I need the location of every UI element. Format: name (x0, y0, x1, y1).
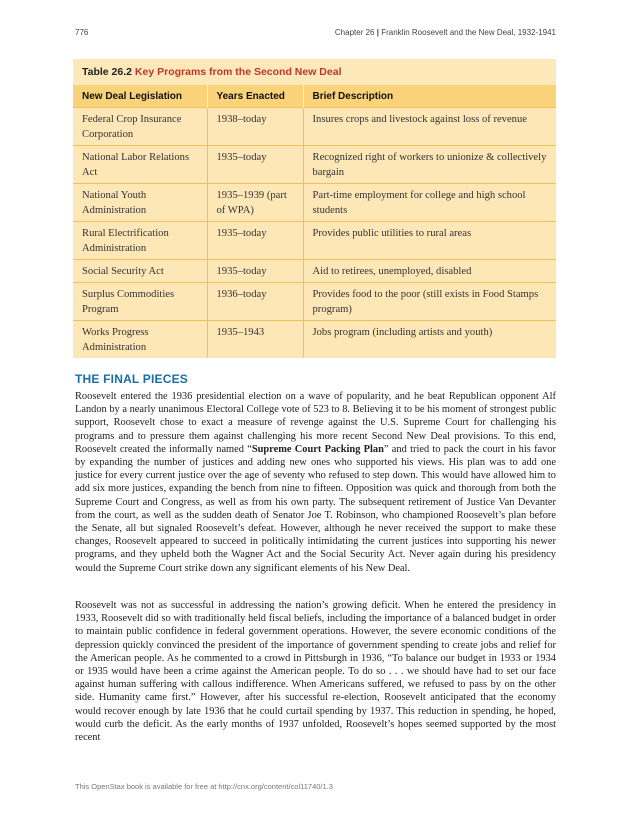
table-cell: Surplus Commodities Program (73, 283, 207, 321)
table-cell: 1935–1939 (part of WPA) (207, 184, 303, 222)
table-row (73, 283, 556, 321)
table-cell: Rural Electrification Administration (73, 222, 207, 260)
table-cell: 1936–today (207, 283, 303, 321)
table-cell: Part-time employment for college and high school students (303, 184, 556, 222)
header-separator: | (376, 28, 379, 37)
paragraph-text: ” and tried to pack the court in his favor by expanding the number of justices and adding new ones who supported his views. His plan was to add one justice for every current justice over the age of seventy who refused to step down. This would have allowed him to add six more justices, expanding the bench from nine to fifteen. Opposition was quick and thorough from both the Supreme Court and Congress, as well as from his own party. The subsequent retirement of Justice Van Devanter from the court, as well as the sudden death of Senator Joe T. Robinson, who championed Roosevelt’s plan before the Senate, all but signaled Roosevelt’s defeat. However, although he never received the support to make these changes, Roosevelt appeared to succeed in politically intimidating the current justices into supporting his newer programs, and they upheld both the Wagner Act and the Social Security Act. Never again during his presidency would the Supreme Court strike down any significant elements of his New Deal. (75, 443, 557, 574)
programs-table (73, 85, 556, 358)
chapter-title: Franklin Roosevelt and the New Deal, 1932-1941 (381, 28, 556, 37)
programs-table-container (73, 59, 556, 356)
running-header (335, 28, 556, 37)
column-header: Brief Description (303, 85, 556, 108)
table-cell: Insures crops and livestock against loss of revenue (303, 108, 556, 146)
table-cell: Federal Crop Insurance Corporation (73, 108, 207, 146)
table-row (73, 222, 556, 260)
table-cell: National Youth Administration (73, 184, 207, 222)
table-cell: Provides food to the poor (still exists in Food Stamps program) (303, 283, 556, 321)
column-header: New Deal Legislation (73, 85, 207, 108)
table-row (73, 146, 556, 184)
table-cell: 1935–1943 (207, 321, 303, 359)
column-header: Years Enacted (207, 85, 303, 108)
table-header-row (73, 85, 556, 108)
section-heading: THE FINAL PIECES (75, 372, 188, 386)
paragraph: Roosevelt was not as successful in addressing the nation’s growing deficit. When he entered the presidency in 1933, Roosevelt did so with traditionally held fiscal beliefs, including the importance of a balanced budget in order to maintain public confidence in federal government operations. However, the severe economic conditions of the depression quickly convinced the president of the importance of government spending to create jobs and relief for the American people. As he commented to a crowd in Pittsburgh in 1936, “To balance our budget in 1933 or 1934 or 1935 would have been a crime against the American people. To do so . . . we should have had to set our face against human suffering with callous indifference. When Americans suffered, we refused to pass by on the other side. Humanity came first.” However, after his successful re-election, Roosevelt anticipated that the economy would recover enough by late 1936 that he could curtail spending by 1937. This reduction in spending, he hoped, would curb the deficit. As the early months of 1937 unfolded, Roosevelt’s hopes seemed supported by the most recent (75, 600, 556, 744)
page-number: 776 (75, 28, 89, 37)
footer-note: This OpenStax book is available for free at http://cnx.org/content/col11740/1.3 (75, 782, 333, 791)
table-cell: 1935–today (207, 260, 303, 283)
table-cell: National Labor Relations Act (73, 146, 207, 184)
paragraph (75, 390, 556, 575)
paragraph-text: Roosevelt entered the 1936 presidential election on a wave of popularity, and he beat Republican opponent Alf Landon by a nearly unanimous Electoral College vote of 523 to 8. Believing it to be his moment of strongest public support, Roosevelt chose to exact a measure of revenge against the U.S. Supreme Court for challenging his programs and to pressure them against challenging his more recent Second New Deal provisions. To this end, Roosevelt created the informally named “ (75, 391, 556, 455)
table-cell: Aid to retirees, unemployed, disabled (303, 260, 556, 283)
table-cell: Works Progress Administration (73, 321, 207, 359)
table-cell: Recognized right of workers to unionize & collectively bargain (303, 146, 556, 184)
table-title: Key Programs from the Second New Deal (134, 66, 342, 78)
table-cell: Jobs program (including artists and youth) (303, 321, 556, 359)
table-cell: 1935–today (207, 146, 303, 184)
table-cell: 1935–today (207, 222, 303, 260)
table-label: Table 26.2 (82, 66, 132, 78)
chapter-label: Chapter 26 (334, 28, 375, 37)
key-term: Supreme Court Packing Plan (251, 443, 384, 455)
table-row (73, 184, 556, 222)
table-row (73, 321, 556, 359)
table-cell: Provides public utilities to rural areas (303, 222, 556, 260)
table-cell: Social Security Act (73, 260, 207, 283)
table-row (73, 260, 556, 283)
table-cell: 1938–today (207, 108, 303, 146)
table-caption (73, 59, 556, 85)
table-row (73, 108, 556, 146)
